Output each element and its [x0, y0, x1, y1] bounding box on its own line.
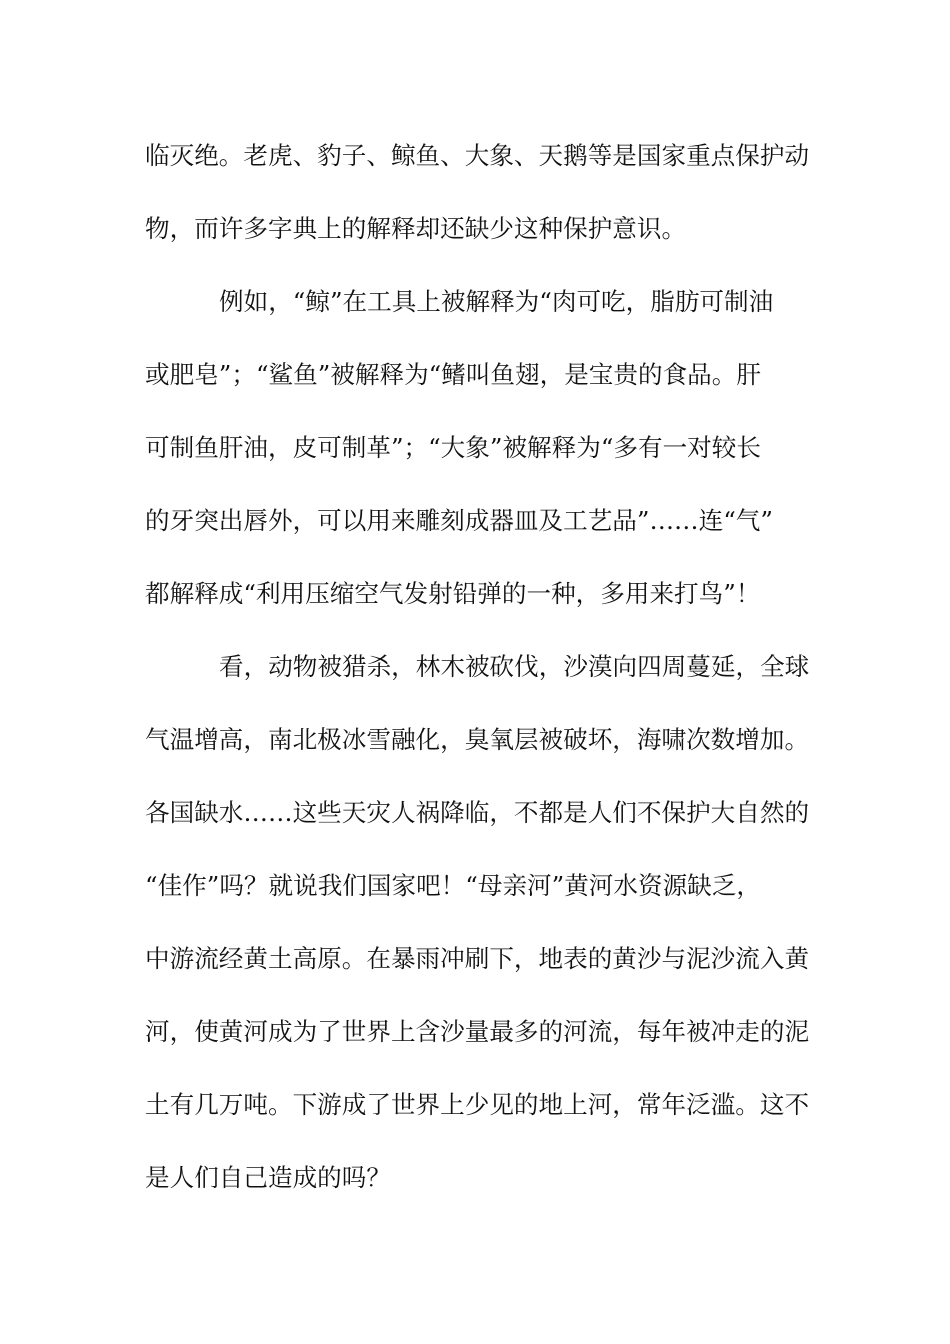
text-line-content: 是人们自己造成的吗？ [145, 1163, 391, 1192]
text-line [0, 131, 950, 181]
text-line [0, 1153, 950, 1203]
text-line-content: 的牙突出唇外，可以用来雕刻成器皿及工艺品”……连“气” [145, 506, 773, 535]
text-line [0, 1007, 950, 1057]
paragraph-first-line [0, 277, 950, 327]
text-line-content: 临灭绝。老虎、豹子、鲸鱼、大象、天鹅等是国家重点保护动 [145, 141, 810, 170]
text-line-content: 看，动物被猎杀，林木被砍伐，沙漠向四周蔓延，全球 [219, 652, 810, 681]
paragraph-first-line [0, 642, 950, 692]
text-line-content: 中游流经黄土高原。在暴雨冲刷下，地表的黄沙与泥沙流入黄 [145, 944, 810, 973]
text-line [0, 496, 950, 546]
text-line-content: 气温增高，南北极冰雪融化，臭氧层被破坏，海啸次数增加。 [145, 725, 810, 754]
text-line [0, 715, 950, 765]
text-line-content: 例如，“鲸”在工具上被解释为“肉可吃，脂肪可制油 [219, 287, 774, 316]
text-line [0, 788, 950, 838]
text-line-content: 或肥皂”；“鲨鱼”被解释为“鳍叫鱼翅，是宝贵的食品。肝 [145, 360, 761, 389]
text-line-content: 河，使黄河成为了世界上含沙量最多的河流，每年被冲走的泥 [145, 1017, 810, 1046]
text-line-content: 都解释成“利用压缩空气发射铅弹的一种，多用来打鸟”！ [145, 579, 761, 608]
text-line [0, 204, 950, 254]
text-line-content: 物，而许多字典上的解释却还缺少这种保护意识。 [145, 214, 687, 243]
text-line [0, 423, 950, 473]
text-line [0, 569, 950, 619]
text-line [0, 350, 950, 400]
text-line-content: “佳作”吗？就说我们国家吧！“母亲河”黄河水资源缺乏， [145, 871, 761, 900]
text-line [0, 1080, 950, 1130]
text-line [0, 934, 950, 984]
text-line-content: 土有几万吨。下游成了世界上少见的地上河，常年泛滥。这不 [145, 1090, 810, 1119]
text-line-content: 各国缺水……这些天灾人祸降临，不都是人们不保护大自然的 [145, 798, 810, 827]
text-line [0, 861, 950, 911]
text-line-content: 可制鱼肝油，皮可制革”；“大象”被解释为“多有一对较长 [145, 433, 761, 462]
